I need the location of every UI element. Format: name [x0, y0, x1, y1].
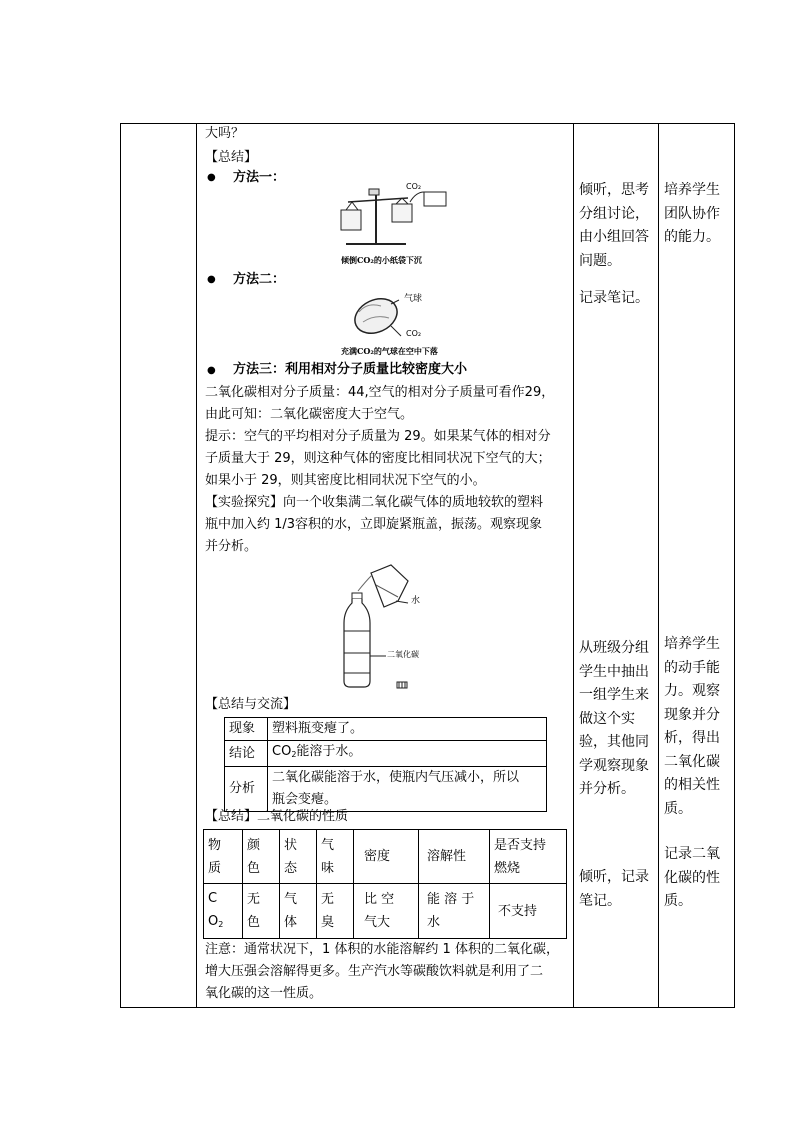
- properties-heading: 【总结】二氧化碳的性质: [205, 809, 349, 824]
- table-cell: [204, 830, 243, 884]
- hint-line: 如果小于 29，则其密度比相同状况下空气的小。: [205, 473, 486, 488]
- note-line: 增大压强会溶解得更多。生产汽水等碳酸饮料就是利用了二: [205, 964, 544, 979]
- cell-line: 颜: [247, 837, 261, 853]
- cell-line: C: [208, 890, 218, 906]
- cell-line: 是否支持: [494, 837, 547, 853]
- cell-line: 气: [284, 892, 298, 907]
- table-cell: [268, 741, 547, 767]
- table-cell: 现象: [225, 718, 268, 741]
- formula-text: O: [208, 913, 219, 929]
- cell-line: [208, 910, 238, 936]
- continued-line: 大吗？: [205, 126, 245, 141]
- cell-line: 体: [284, 915, 298, 930]
- table-row: [225, 767, 547, 812]
- table-cell: [490, 830, 567, 884]
- fig1-co2-label: CO₂: [406, 182, 422, 191]
- student-activity-3: 从班级分组学生中抽出一组学生来做这个实验，其他同学观察现象并分析。: [579, 640, 649, 797]
- design-intent-1: 培养学生团队协作的能力。: [664, 182, 720, 245]
- experiment-line: 并分析。: [205, 539, 258, 554]
- formula-subscript: 2: [218, 919, 224, 929]
- properties-table: [203, 829, 567, 939]
- table-row: [225, 718, 547, 741]
- table-cell: [280, 830, 317, 884]
- formula-text: CO: [272, 744, 292, 759]
- cell-line: 比 空: [364, 892, 395, 907]
- bottle-figure: [336, 561, 431, 689]
- table-cell: [243, 884, 280, 939]
- cell-line: 味: [321, 860, 335, 876]
- experiment-line: 【实验探究】向一个收集满二氧化碳气体的质地较软的塑料: [205, 495, 544, 510]
- formula-text: 能溶于水。: [296, 744, 362, 759]
- table-cell: 溶解性: [419, 830, 490, 884]
- cell-line: 气大: [364, 915, 391, 930]
- table-cell: [317, 830, 354, 884]
- cell-line: 能 溶 于: [427, 892, 475, 907]
- hint-line: 子质量大于 29，则这种气体的密度比相同状况下空气的大；: [205, 451, 551, 466]
- bullet-icon: ●: [207, 274, 216, 285]
- fig2-caption: 充满CO₂的气球在空中下落: [341, 346, 438, 356]
- fig1-caption: 倾倒CO₂的小纸袋下沉: [341, 255, 422, 265]
- table-cell: 密度: [354, 830, 419, 884]
- table-cell: 不支持: [490, 884, 567, 939]
- cell-line: 无: [321, 892, 335, 907]
- fig3-co2-label: 二氧化碳: [387, 650, 419, 659]
- bullet-icon: ●: [207, 172, 216, 183]
- cell-line: 臭: [321, 915, 335, 930]
- cell-line: 态: [284, 860, 298, 876]
- summary-exchange-heading: 【总结与交流】: [205, 697, 297, 712]
- formula-subscript: 2: [291, 750, 297, 759]
- fig2-balloon-label: 气球: [404, 294, 423, 304]
- table-cell: [317, 884, 354, 939]
- column-divider: [196, 124, 197, 1007]
- lesson-table: [120, 123, 735, 1008]
- design-intent-2: 培养学生的动手能力。观察现象并分析，得出二氧化碳的相关性质。: [664, 636, 720, 817]
- paragraph-line: 由此可知：二氧化碳密度大于空气。: [205, 407, 414, 422]
- note-line: 氧化碳的这一性质。: [205, 986, 323, 1001]
- hint-line: 提示：空气的平均相对分子质量为 29。如果某气体的相对分: [205, 429, 551, 444]
- table-cell: [354, 884, 419, 939]
- cell-line: 质: [208, 860, 222, 876]
- column-divider: [573, 124, 574, 1007]
- experiment-line: 瓶中加入约 1/3容积的水，立即旋紧瓶盖，振荡。观察现象: [205, 517, 543, 532]
- table-cell: [243, 830, 280, 884]
- note-line: 注意：通常状况下，1 体积的水能溶解约 1 体积的二氧化碳，: [205, 942, 559, 957]
- fig3-water-label: 水: [411, 596, 421, 606]
- paragraph-line: 二氧化碳相对分子质量：44,空气的相对分子质量可看作29，: [205, 385, 555, 400]
- table-cell: [419, 884, 490, 939]
- cell-line: 二氧化碳能溶于水，使瓶内气压减小，所以: [272, 770, 520, 785]
- summary-heading: 【总结】: [205, 150, 258, 165]
- student-activity-2: 记录笔记。: [579, 290, 649, 306]
- table-cell: [280, 884, 317, 939]
- method-two-label: 方法二：: [233, 272, 286, 287]
- method-three-label: 方法三：利用相对分子质量比较密度大小: [233, 362, 468, 377]
- cell-line: 气: [321, 837, 335, 853]
- table-cell: 分析: [225, 767, 268, 812]
- table-cell: [204, 884, 243, 939]
- cell-line: 水: [427, 915, 441, 930]
- cell-line: 无: [247, 892, 261, 907]
- student-activity-1: 倾听，思考分组讨论，由小组回答问题。: [579, 182, 649, 269]
- bullet-icon: ●: [207, 365, 216, 376]
- method-one-label: 方法一：: [233, 170, 286, 185]
- cell-line: 色: [247, 915, 261, 930]
- table-row: [204, 884, 567, 939]
- cell-line: 色: [247, 860, 261, 876]
- cell-line: 燃烧: [494, 860, 521, 876]
- table-cell: 结论: [225, 741, 268, 767]
- cell-line: 瓶会变瘪。: [272, 792, 338, 807]
- observation-table: [224, 717, 547, 812]
- fig2-co2-label: CO₂: [406, 329, 422, 338]
- cell-line: 状: [284, 837, 298, 853]
- table-row: [225, 741, 547, 767]
- design-intent-3: 记录二氧化碳的性质。: [664, 846, 720, 909]
- table-cell: 塑料瓶变瘪了。: [268, 718, 547, 741]
- table-header-row: [204, 830, 567, 884]
- cell-line: 物: [208, 837, 222, 853]
- student-activity-4: 倾听，记录笔记。: [579, 869, 649, 909]
- table-cell: [268, 767, 547, 812]
